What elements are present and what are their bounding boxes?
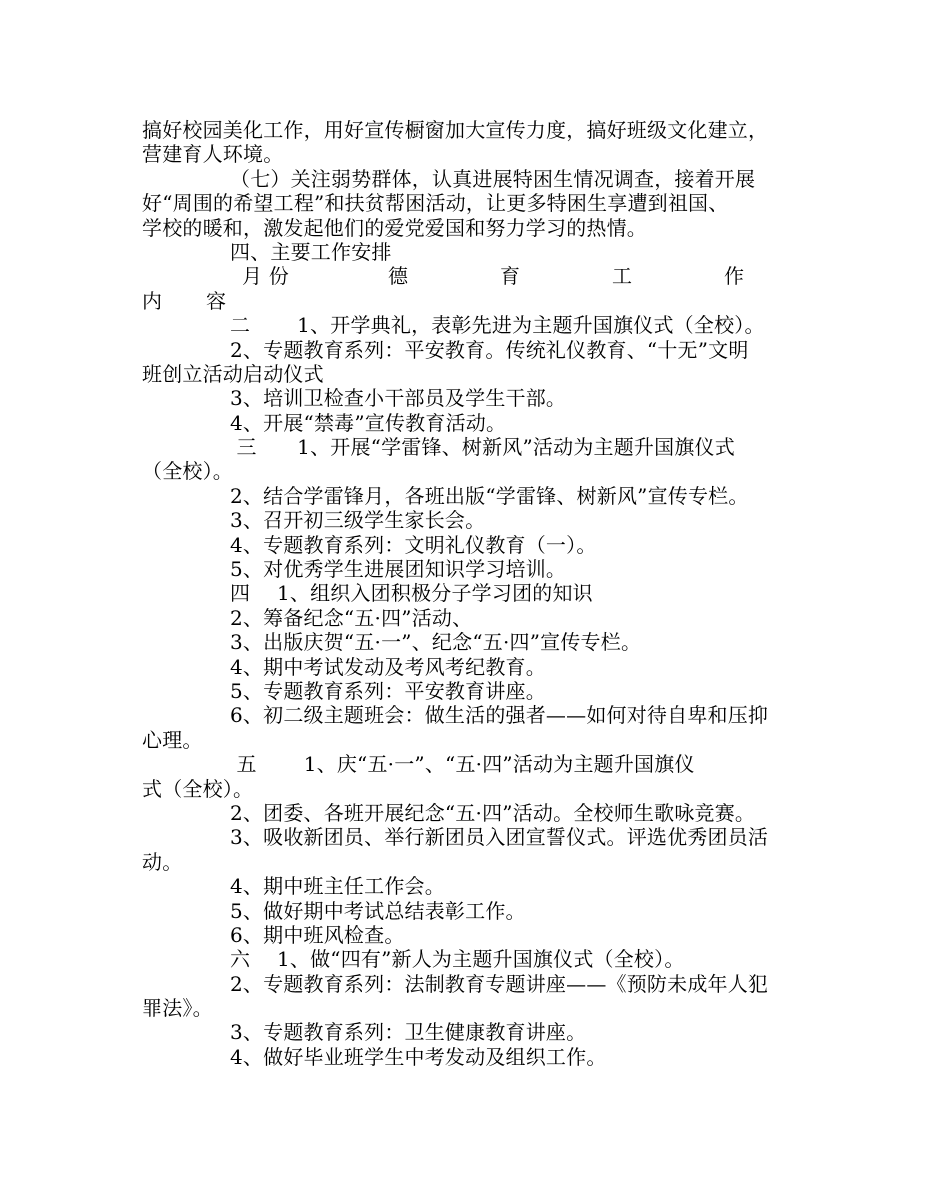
paragraph-line: 营建育人环境。 <box>142 142 284 167</box>
header-gong: 工 <box>612 264 633 289</box>
list-item: 动。 <box>142 849 183 874</box>
list-item: 4、做好毕业班学生中考发动及组织工作。 <box>230 1044 607 1069</box>
list-item: 三 1、开展“学雷锋、树新风”活动为主题升国旗仪式 <box>230 435 735 460</box>
list-item: 5、专题教育系列：平安教育讲座。 <box>230 678 546 703</box>
paragraph-line: 搞好校园美化工作，用好宣传橱窗加大宣传力度，搞好班级文化建立， <box>142 118 769 142</box>
header-month: 月 份 <box>242 264 289 289</box>
header-zuo: 作 <box>724 264 745 289</box>
document-body <box>142 118 810 1069</box>
paragraph-line: （七）关注弱势群体，认真进展特困生情况调查，接着开展 <box>230 166 756 191</box>
header-rong: 容 <box>206 288 227 313</box>
table-header-row-2 <box>142 289 810 313</box>
list-item: 班创立活动启动仪式 <box>142 361 324 386</box>
list-item: 3、召开初三级学生家长会。 <box>230 508 486 533</box>
list-item: 四 1、组织入团积极分子学习团的知识 <box>230 581 593 606</box>
list-item: 4、专题教育系列：文明礼仪教育（一）。 <box>230 532 597 557</box>
header-yu: 育 <box>500 264 521 289</box>
paragraph-line: 好“周围的希望工程”和扶贫帮困活动，让更多特困生享遭到祖国、 <box>142 191 729 216</box>
list-item: 5、做好期中考试总结表彰工作。 <box>230 898 526 923</box>
list-item: （全校）。 <box>142 459 233 484</box>
header-de: 德 <box>388 264 409 289</box>
section-heading: 四、主要工作安排 <box>230 239 392 264</box>
list-item: 六 1、做“四有”新人为主题升国旗仪式（全校）。 <box>230 947 685 972</box>
list-item: 6、初二级主题班会：做生活的强者——如何对待自卑和压抑 <box>230 703 769 728</box>
list-item: 2、专题教育系列：法制教育专题讲座——《预防未成年人犯 <box>230 971 769 996</box>
paragraph-line: 学校的暖和，激发起他们的爱党爱国和努力学习的热情。 <box>142 215 647 240</box>
list-item: 3、专题教育系列：卫生健康教育讲座。 <box>230 1020 587 1045</box>
list-item: 6、期中班风检查。 <box>230 922 405 947</box>
list-item: 2、专题教育系列：平安教育。传统礼仪教育、“十无”文明 <box>230 337 749 362</box>
header-nei: 内 <box>142 288 163 313</box>
list-item: 5、对优秀学生进展团知识学习培训。 <box>230 557 567 582</box>
list-item: 2、结合学雷锋月，各班出版“学雷锋、树新风”宣传专栏。 <box>230 483 749 508</box>
table-header-row <box>142 264 810 288</box>
list-item: 3、吸收新团员、举行新团员入团宣誓仪式。评选优秀团员活 <box>230 825 769 850</box>
list-item: 心理。 <box>142 727 203 752</box>
list-item: 3、出版庆贺“五·一”、纪念“五·四”宣传专栏。 <box>230 630 642 655</box>
list-item: 2、筹备纪念“五·四”活动、 <box>230 605 473 630</box>
list-item: 4、开展“禁毒”宣传教育活动。 <box>230 410 507 435</box>
list-item: 式（全校）。 <box>142 776 254 801</box>
list-item: 4、期中考试发动及考风考纪教育。 <box>230 654 546 679</box>
list-item: 五 1、庆“五·一”、“五·四”活动为主题升国旗仪 <box>230 752 695 777</box>
list-item: 4、期中班主任工作会。 <box>230 874 445 899</box>
list-item: 2、团委、各班开展纪念“五·四”活动。全校师生歌咏竞赛。 <box>230 800 756 825</box>
list-item: 罪法》。 <box>142 996 213 1021</box>
list-item: 3、培训卫检查小干部员及学生干部。 <box>230 386 567 411</box>
list-item: 二 1、开学典礼，表彰先进为主题升国旗仪式（全校）。 <box>230 313 765 338</box>
